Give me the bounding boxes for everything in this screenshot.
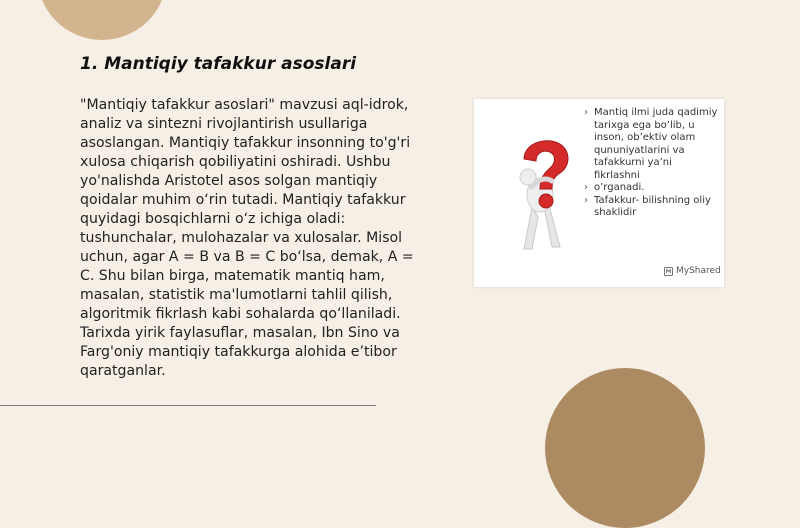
- decorative-circle-top: [37, 0, 167, 40]
- slide-image: [474, 99, 724, 287]
- myshared-logo-icon: [664, 267, 673, 276]
- slide-bullet-1: › Mantiq ilmi juda qadimiy tarixga ega bo’lib, u inson, ob’ektiv olam qununiyatlarini va tafakkurni ya’ni fikrlashni: [584, 107, 719, 182]
- slide-bullet-2: › o’rganadi.: [584, 182, 719, 195]
- body-paragraph: "Mantiqiy tafakkur asoslari" mavzusi aql-idrok, analiz va sintezni rivojlantirish usullariga asoslangan. Mantiqiy tafakkur insonning to'g'ri xulosa chiqarish qobiliyatini oshiradi. Ushbu yo'nalishda Aristotel asos solgan mantiqiy qoidalar muhim o‘rin tutadi. Mantiqiy tafakkur quyidagi bosqichlarni o‘z ichiga oladi: tushunchalar, mulohazalar va xulosalar. Misol uchun, agar A = B va B = C bo‘lsa, demak, A = C. Shu bilan birga, matematik mantiq ham, masalan, statistik ma'lumotlarni tahlil qilish, algoritmik fikrlash kabi sohalarda qo‘llaniladi. Tarixda yirik faylasuflar, masalan, Ibn Sino va Farg'oniy mantiqiy tafakkurga alohida e’tibor qaratganlar.: [80, 97, 414, 379]
- divider-line: [0, 405, 376, 406]
- decorative-circle-bottom: [545, 368, 705, 528]
- watermark-text: MyShared: [676, 266, 721, 276]
- watermark: [664, 266, 721, 276]
- person-carrying-question-mark-icon: [494, 137, 594, 257]
- page-title: 1. Mantiqiy tafakkur asoslari: [80, 54, 357, 74]
- slide-bullet-3: › Tafakkur- bilishning oliy shaklidir: [584, 195, 719, 220]
- slide-bullet-list: [584, 107, 719, 220]
